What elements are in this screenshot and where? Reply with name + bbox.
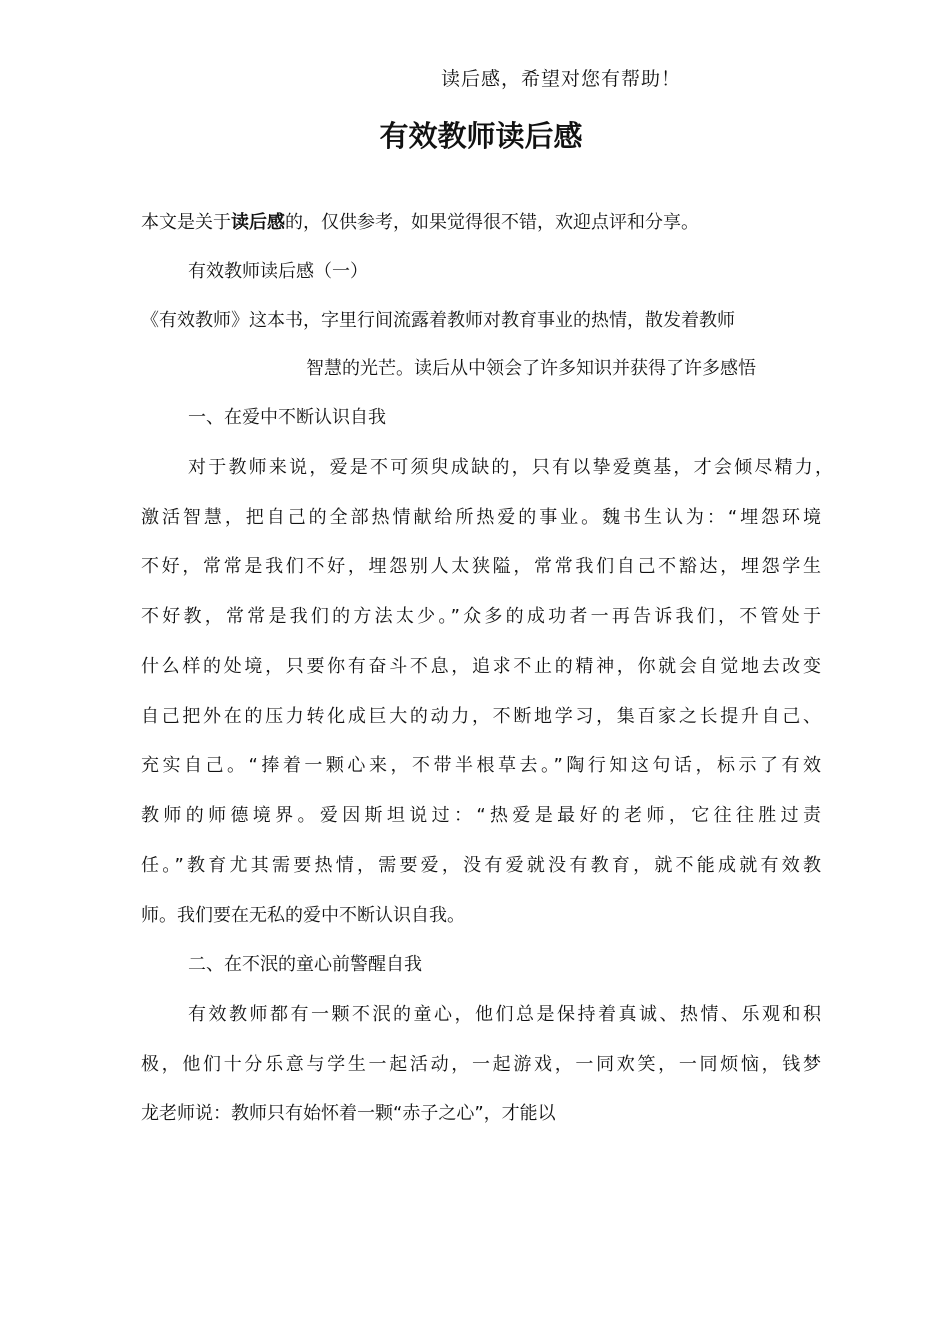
intro-keyword: 读后感 — [231, 212, 285, 233]
heading-two: 二、在不泯的童心前警醒自我 — [188, 954, 422, 975]
paragraph-line: 有效教师都有一颗不泯的童心，他们总是保持着真诚、热情、乐观和积 — [188, 1004, 821, 1025]
paragraph-line: 对于教师来说，爱是不可须臾成缺的，只有以挚爱奠基，才会倾尽精力， — [188, 457, 833, 478]
heading-one: 一、在爱中不断认识自我 — [188, 407, 386, 428]
paragraph-line: 激活智慧，把自己的全部热情献给所热爱的事业。魏书生认为：“埋怨环境 — [141, 507, 821, 528]
lead-line: 智慧的光芒。读后从中领会了许多知识并获得了许多感悟 — [306, 358, 756, 379]
paragraph-line: 教师的师德境界。爱因斯坦说过：“热爱是最好的老师，它往往胜过责 — [141, 805, 821, 826]
document-title: 有效教师读后感 — [379, 119, 583, 153]
paragraph-line: 龙老师说：教师只有始怀着一颗“赤子之心”，才能以 — [141, 1103, 556, 1124]
section-title: 有效教师读后感（一） — [188, 261, 368, 282]
intro-text-before: 本文是关于 — [141, 212, 231, 233]
paragraph-line: 充实自己。“捧着一颗心来，不带半根草去。”陶行知这句话，标示了有效 — [141, 755, 821, 776]
paragraph-line: 什么样的处境，只要你有奋斗不息，追求不止的精神，你就会自觉地去改变 — [141, 656, 821, 677]
intro-line — [141, 210, 699, 236]
paragraph-line: 任。”教育尤其需要热情，需要爱，没有爱就没有教育，就不能成就有效教 — [141, 855, 821, 876]
intro-text-after: 的，仅供参考，如果觉得很不错，欢迎点评和分享。 — [285, 212, 699, 233]
header-note: 读后感，希望对您有帮助！ — [441, 68, 682, 90]
paragraph-line: 不好教，常常是我们的方法太少。”众多的成功者一再告诉我们，不管处于 — [141, 606, 821, 627]
paragraph-line: 自己把外在的压力转化成巨大的动力，不断地学习，集百家之长提升自己、 — [141, 706, 821, 727]
paragraph-line: 师。我们要在无私的爱中不断认识自我。 — [141, 905, 465, 926]
paragraph-line: 不好，常常是我们不好，埋怨别人太狭隘，常常我们自己不豁达，埋怨学生 — [141, 556, 821, 577]
lead-line: 《有效教师》这本书，字里行间流露着教师对教育事业的热情，散发着教师 — [141, 310, 735, 331]
paragraph-line: 极，他们十分乐意与学生一起活动，一起游戏，一同欢笑，一同烦恼，钱梦 — [141, 1054, 821, 1075]
